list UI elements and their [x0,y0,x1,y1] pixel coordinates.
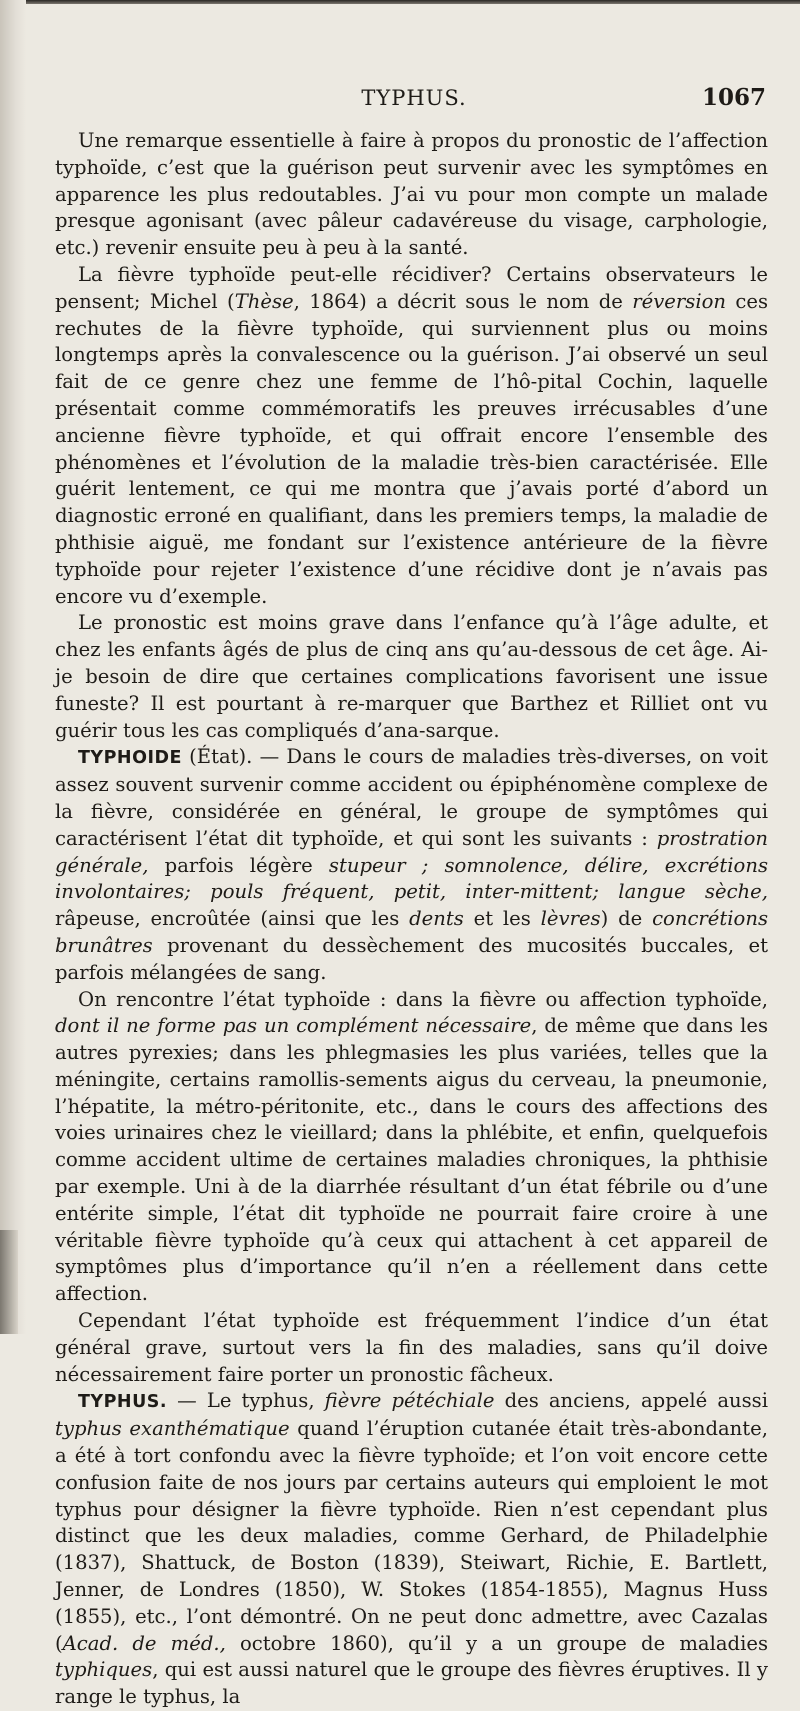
text-segment: Une remarque essentielle à faire à propos du pronostic de l’affection typhoïde, c’est que la guérison peut survenir avec les symptômes en apparence les plus redoutables. J’ai vu pour mon compte un malade presque agonisant (avec pâleur cadavéreuse du visage, carphologie, etc.) revenir ensuite peu à peu à la santé. [55,129,768,260]
entry-term: TYPHOIDE [78,748,182,769]
text-segment: quand l’éruption cutanée était très-abondante, a été à tort confondu avec la fièvre typhoïde; et l’on voit encore cette confusion faite de nos jours par certains auteurs qui emploient le mot typhus pour désigner la fièvre typhoïde. Rien n’est cependant plus distinct que les deux maladies, comme Gerhard, de Philadelphie (1837), Shattuck, de Boston (1839), Steiwart, Richie, E. Bartlett, Jenner, de Londres (1850), W. Stokes (1854-1855), Magnus Huss (1855), etc., l’ont démontré. On ne peut donc admettre, avec Cazalas ( [55,1417,768,1655]
text-segment: Le pronostic est moins grave dans l’enfance qu’à l’âge adulte, et chez les enfants âgés de plus de cinq ans qu’au-dessous de cet âge. Ai-je besoin de dire que certaines complications favorisent une issue funeste? Il est pourtant à re-marquer que Barthez et Rilliet ont vu guérir tous les cas compliqués d’ana-sarque. [55,611,768,742]
text-segment: ) de [600,907,653,931]
italic-text: typhiques [55,1658,153,1682]
italic-text: lèvres [540,907,601,931]
paragraph [55,1308,768,1388]
italic-text: typhus exanthématique [55,1417,290,1441]
italic-text: dents [409,907,464,931]
italic-text: réversion [632,289,726,313]
paragraph [55,744,768,986]
paragraph [55,987,768,1309]
text-segment: râpeuse, encroûtée (ainsi que les [55,907,410,931]
italic-text: stupeur ; somnolence, délire, excrétions involontaires; pouls fréquent, petit, inter-mittent; langue sèche, [55,853,768,904]
italic-text: dont il ne forme pas un complément nécessaire [55,1014,532,1038]
page-header [60,86,768,116]
italic-text: fièvre pétéchiale [324,1389,495,1413]
text-segment: Cependant l’état typhoïde est fréquemment l’indice d’un état général grave, surtout vers la fin des maladies, sans qu’il doive nécessairement faire porter un pronostic fâcheux. [55,1309,768,1386]
text-segment: La fièvre typhoïde peut-elle récidiver? Certains observateurs le pensent; Michel ( [55,262,768,313]
paragraph [55,610,768,744]
italic-text: concrétions brunâtres [55,907,768,957]
text-segment: On rencontre l’état typhoïde : dans la fièvre ou affection typhoïde, [78,987,768,1011]
binding-shadow [0,1230,18,1334]
text-segment: des anciens, appelé aussi [494,1389,768,1413]
text-segment: , qui est aussi naturel que le groupe des fièvres éruptives. Il y range le typhus, la [55,1658,768,1709]
text-segment: parfois légère [148,853,329,877]
text-segment: provenant du dessèchement des mucosités buccales, et parfois mélangées de sang. [55,933,768,984]
page-top-edge [0,0,800,4]
text-body [55,128,768,1711]
italic-text: Acad. de méd., [62,1631,226,1655]
entry-term: TYPHUS. [78,1392,168,1413]
text-segment: — Le typhus, [167,1389,325,1413]
page-number: 1067 [701,84,766,111]
text-segment: ces rechutes de la fièvre typhoïde, qui surviennent plus ou moins longtemps après la convalescence ou la guérison. J’ai observé un seul fait de ce genre chez une femme de l’hô-pital Cochin, laquelle présentait comme commémoratifs les preuves irrécusables d’une ancienne fièvre typhoïde, et qui offrait encore l’ensemble des phénomènes et l’évolution de la maladie très-bien caractérisée. Elle guérit lentement, ce qui me montra que j’avais porté d’abord un diagnostic erroné en qualifiant, dans les premiers temps, la maladie de phthisie aiguë, me fondant sur l’existence antérieure de la fièvre typhoïde pour rejeter l’existence d’une récidive dont je n’avais pas encore vu d’exemple. [55,289,769,608]
italic-text: Thèse [234,289,294,313]
text-segment: octobre 1860), qu’il y a un groupe de maladies [225,1631,768,1655]
page-gutter-shadow [0,0,26,1334]
italic-text: prostration générale, [55,826,768,877]
running-title: TYPHUS. [361,86,467,110]
text-segment: et les [463,907,541,931]
text-segment: (État). — Dans le cours de maladies très-diverses, on voit assez souvent survenir comme accident ou épiphénomène complexe de la fièvre, considérée en général, le groupe de symptômes qui caractérisent l’état dit typhoïde, et qui sont les suivants : [55,745,768,850]
paragraph [55,128,768,262]
text-segment: , de même que dans les autres pyrexies; dans les phlegmasies les plus variées, telles que la méningite, certains ramollis-sements aigus du cerveau, la pneumonie, l’hépatite, la métro-péritonite, etc., dans le cours des affections des voies urinaires chez le vieillard; dans la phlébite, et enfin, quelquefois comme accident ultime de certaines maladies chroniques, la phthisie par exemple. Uni à de la diarrhée résultant d’un état fébrile ou d’une entérite simple, l’état dit typhoïde ne pourrait faire croire à une véritable fièvre typhoïde qu’à ceux qui attachent à cet appareil de symptômes plus d’importance qu’il n’en a réellement dans cette affection. [55,1014,769,1306]
paragraph [55,1388,768,1711]
text-segment: , 1864) a décrit sous le nom de [293,289,633,313]
paragraph [55,262,768,610]
